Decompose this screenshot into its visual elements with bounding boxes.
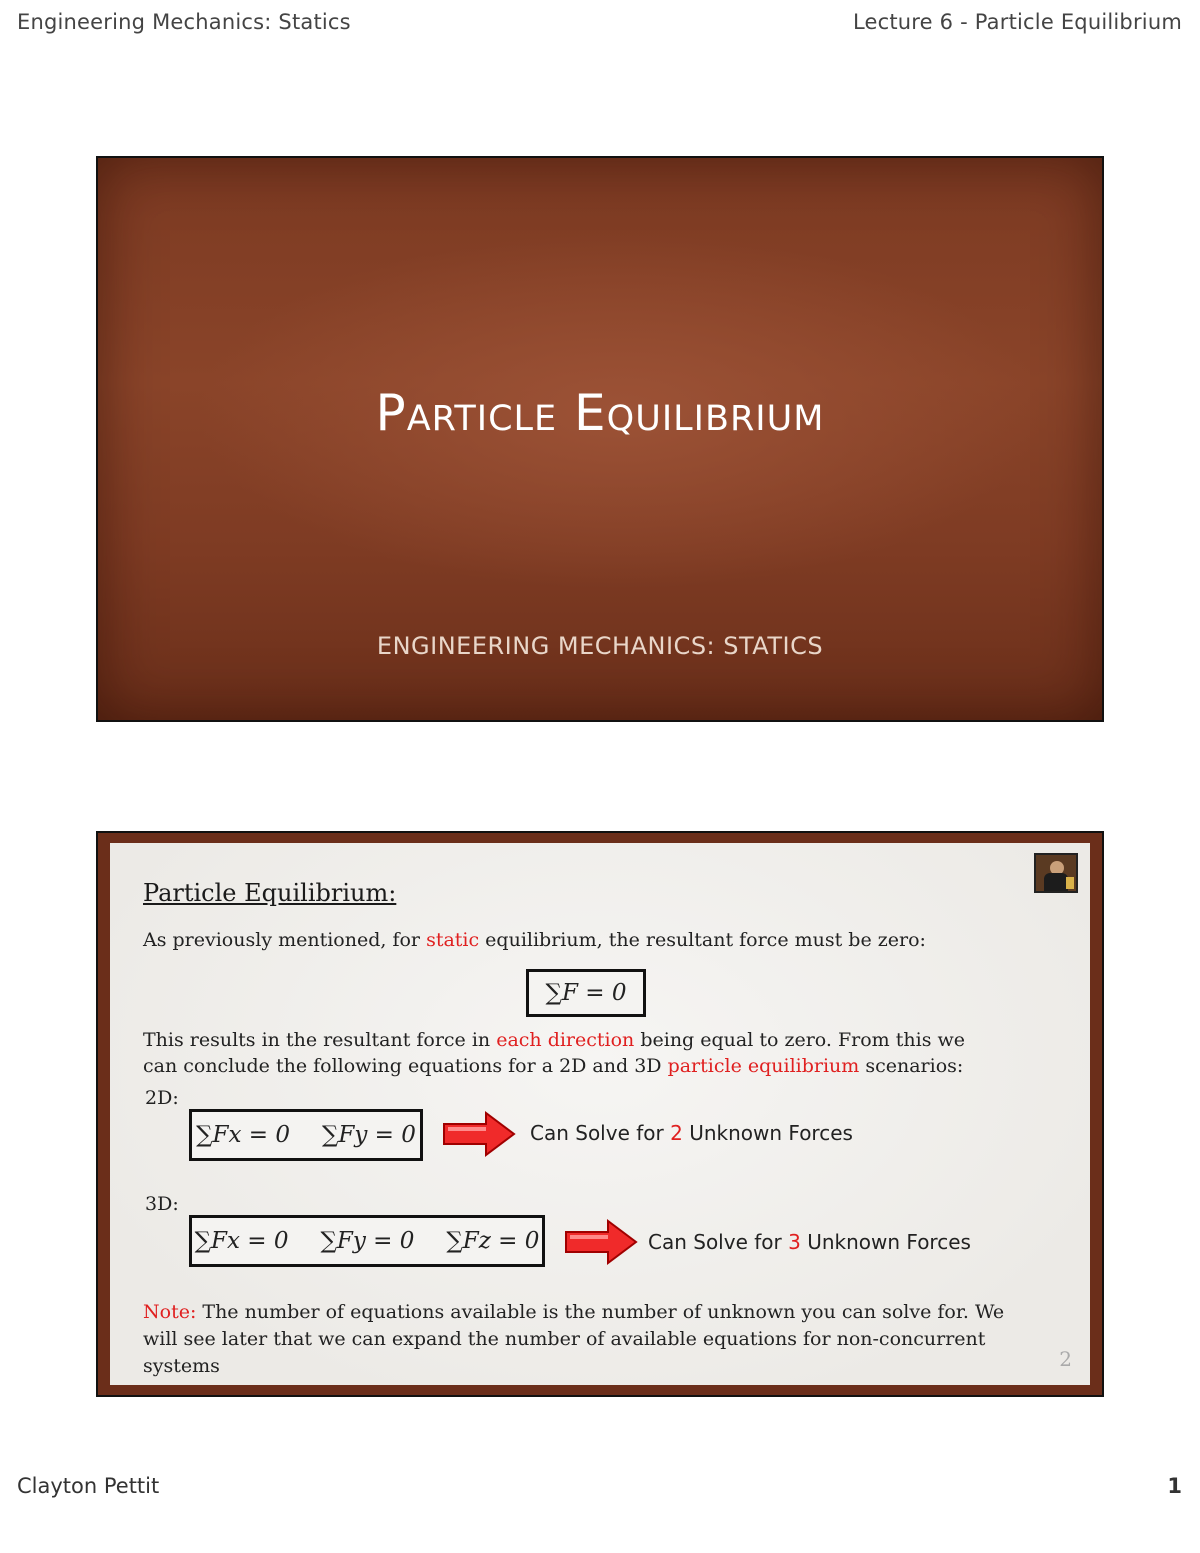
solve-2d-text: Can Solve for 2 Unknown Forces [530,1121,853,1145]
equations-3d-box [189,1215,545,1267]
slide-subtitle: ENGINEERING MECHANICS: STATICS [376,632,824,660]
paragraph-line-2: can conclude the following equations for a 2D and 3D particle equilibrium scenarios: [143,1055,964,1077]
highlight-static: static [426,929,480,951]
note-line-1: Note: The number of equations available is the number of unknown you can solve for. We [143,1301,1005,1323]
highlight-particle-equilibrium: particle equilibrium [667,1055,860,1077]
eq-3d-fy: ∑Fy = 0 [320,1228,415,1254]
equations-2d-box [189,1109,423,1161]
note-line-3: systems [143,1355,220,1377]
footer-author: Clayton Pettit [17,1474,160,1498]
highlight-each-direction: each direction [496,1029,635,1051]
arrow-right-icon [442,1111,516,1157]
intro-line: As previously mentioned, for static equilibrium, the resultant force must be zero: [143,929,926,951]
label-2d: 2D: [145,1087,179,1109]
title-slide [96,156,1104,722]
slide-number: 2 [1059,1347,1072,1371]
eq-2d-fx: ∑Fx = 0 [196,1122,290,1148]
presenter-thumbnail [1034,853,1078,893]
note-line-2: will see later that we can expand the number of available equations for non-concurrent [143,1328,986,1350]
resultant-equation-box: ∑F = 0 [526,969,646,1017]
running-header-lecture: Lecture 6 - Particle Equilibrium [852,10,1182,34]
eq-3d-fx: ∑Fx = 0 [194,1228,289,1254]
arrow-right-icon [564,1219,638,1265]
running-header-course: Engineering Mechanics: Statics [17,10,351,34]
slide-heading: Particle Equilibrium: [143,879,397,907]
footer-page-number: 1 [1167,1474,1182,1498]
paragraph-line-1: This results in the resultant force in each direction being equal to zero. From this we [143,1029,965,1051]
note-label: Note: [143,1301,197,1323]
slide-title: Particle Equilibrium [375,384,825,442]
eq-3d-fz: ∑Fz = 0 [446,1228,540,1254]
label-3d: 3D: [145,1193,179,1215]
eq-2d-fy: ∑Fy = 0 [321,1122,416,1148]
solve-3d-text: Can Solve for 3 Unknown Forces [648,1230,971,1254]
slide-body [110,843,1090,1385]
content-slide [96,831,1104,1397]
